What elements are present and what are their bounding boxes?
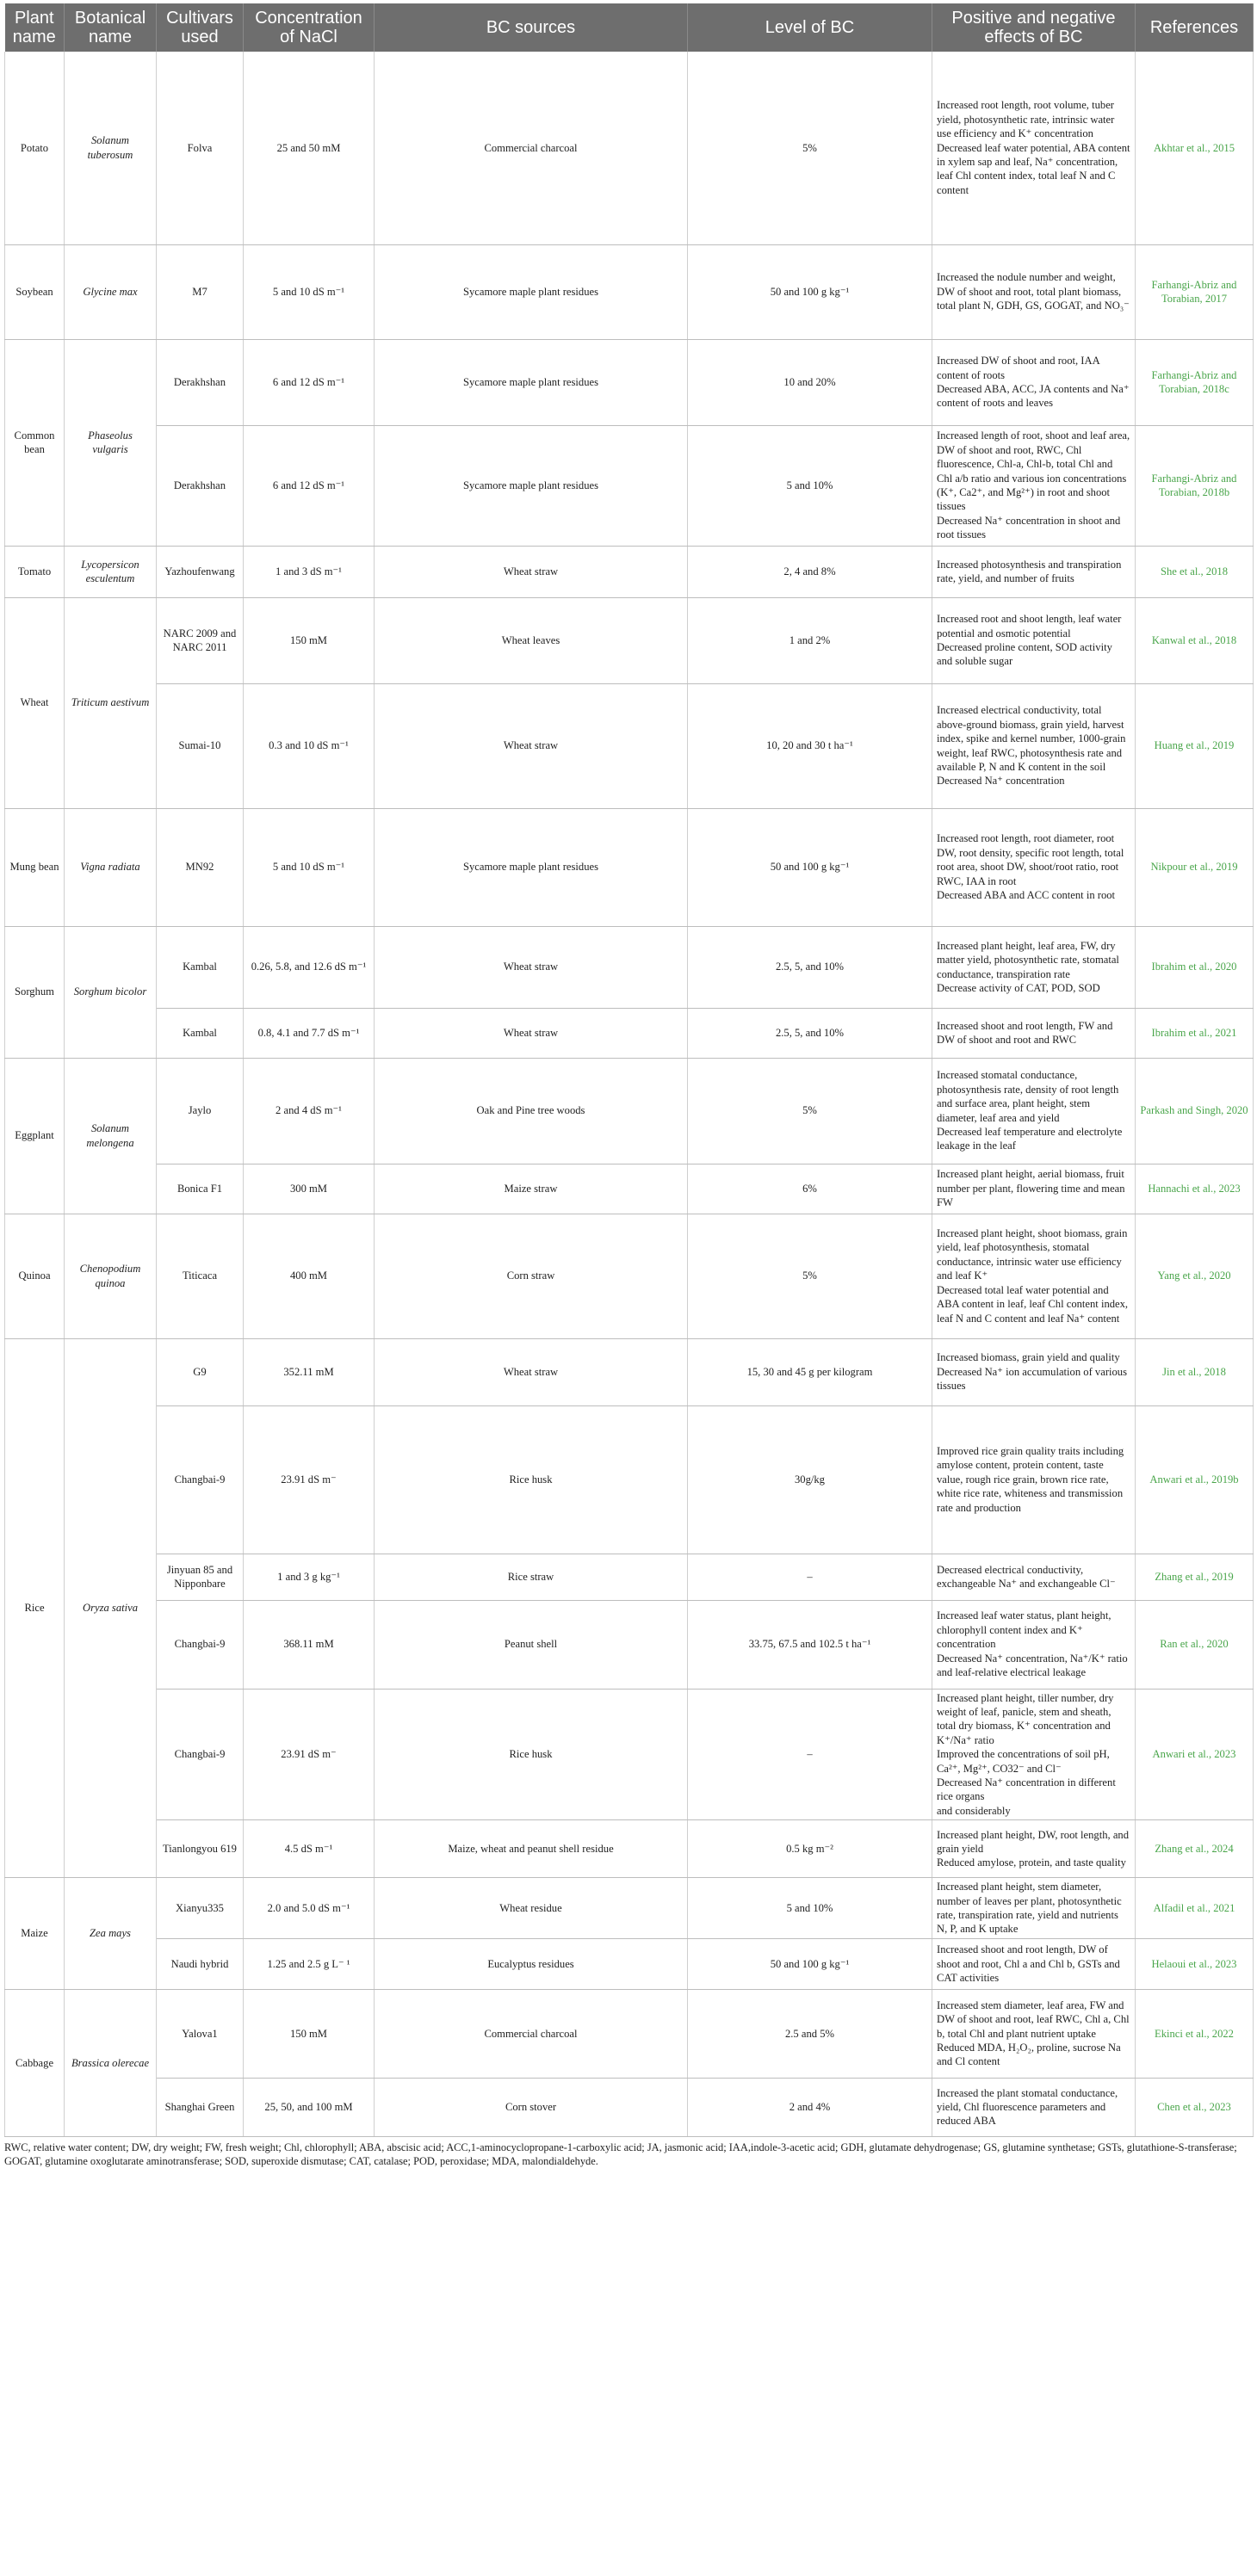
cultivar-cell: M7 <box>157 244 244 339</box>
table-row <box>5 425 1254 546</box>
bc-level-cell: 10 and 20% <box>688 339 932 425</box>
reference-link[interactable]: Akhtar et al., 2015 <box>1136 52 1254 244</box>
concentration-cell: 6 and 12 dS m⁻¹ <box>244 425 375 546</box>
reference-link[interactable]: Kanwal et al., 2018 <box>1136 597 1254 683</box>
effects-cell: Increased electrical conductivity, total above-ground biomass, grain yield, harvest index, spike and kernel number, 1000-grain weight, leaf RWC, photosynthesis rate and available P, N and K content in the soil Decreased Na⁺ concentration <box>932 683 1136 808</box>
bc-source-cell: Sycamore maple plant residues <box>375 244 688 339</box>
table-row <box>5 1820 1254 1878</box>
concentration-cell: 300 mM <box>244 1164 375 1214</box>
botanical-name-cell: Brassica olerecae <box>65 1989 157 2136</box>
cultivar-cell: Tianlongyou 619 <box>157 1820 244 1878</box>
reference-link[interactable]: Helaoui et al., 2023 <box>1136 1938 1254 1989</box>
cultivar-cell: Changbai-9 <box>157 1600 244 1689</box>
bc-source-cell: Wheat residue <box>375 1878 688 1939</box>
reference-link[interactable]: Nikpour et al., 2019 <box>1136 808 1254 926</box>
botanical-name-cell: Phaseolus vulgaris <box>65 339 157 546</box>
botanical-name-cell: Solanum melongena <box>65 1058 157 1214</box>
effects-cell: Increased shoot and root length, DW of shoot and root, Chl a and Chl b, GSTs and CAT activities <box>932 1938 1136 1989</box>
effects-cell: Increased plant height, aerial biomass, fruit number per plant, flowering time and mean FW <box>932 1164 1136 1214</box>
cultivar-cell: Titicaca <box>157 1214 244 1338</box>
cultivar-cell: Shanghai Green <box>157 2078 244 2136</box>
bc-source-cell: Maize straw <box>375 1164 688 1214</box>
table-row <box>5 1405 1254 1554</box>
concentration-cell: 352.11 mM <box>244 1338 375 1405</box>
bc-level-cell: 2, 4 and 8% <box>688 546 932 597</box>
bc-level-cell: 50 and 100 g kg⁻¹ <box>688 808 932 926</box>
header-plant-name: Plant name <box>5 3 65 52</box>
bc-source-cell: Wheat straw <box>375 546 688 597</box>
reference-link[interactable]: Ibrahim et al., 2021 <box>1136 1008 1254 1058</box>
plant-name-cell: Tomato <box>5 546 65 597</box>
header-references: References <box>1136 3 1254 52</box>
effects-cell: Increased root and shoot length, leaf water potential and osmotic potential Decreased proline content, SOD activity and soluble sugar <box>932 597 1136 683</box>
bc-level-cell: 1 and 2% <box>688 597 932 683</box>
concentration-cell: 0.3 and 10 dS m⁻¹ <box>244 683 375 808</box>
concentration-cell: 5 and 10 dS m⁻¹ <box>244 244 375 339</box>
cultivar-cell: Folva <box>157 52 244 244</box>
effects-cell: Increased length of root, shoot and leaf area, DW of shoot and root, RWC, Chl fluorescence, Chl-a, Chl-b, total Chl and Chl a/b ratio and various ion concentrations (K⁺, Ca2⁺, and Mg²⁺) in root and shoot tissues Decreased Na⁺ concentration in shoot and root tissues <box>932 425 1136 546</box>
cultivar-cell: Yazhoufenwang <box>157 546 244 597</box>
header-level-of-bc: Level of BC <box>688 3 932 52</box>
bc-level-cell: 2.5 and 5% <box>688 1989 932 2078</box>
table-row <box>5 1554 1254 1600</box>
table-row <box>5 1164 1254 1214</box>
effects-cell: Increased plant height, tiller number, dry weight of leaf, panicle, stem and sheath, total dry biomass, K⁺ concentration and K⁺/Na⁺ ratio Improved the concentrations of soil pH, Ca²⁺, Mg²⁺, CO32⁻ and Cl⁻ Decreased Na⁺ concentration in different rice organs and considerably <box>932 1689 1136 1820</box>
bc-source-cell: Sycamore maple plant residues <box>375 808 688 926</box>
concentration-cell: 25, 50, and 100 mM <box>244 2078 375 2136</box>
concentration-cell: 2.0 and 5.0 dS m⁻¹ <box>244 1878 375 1939</box>
plant-name-cell: Mung bean <box>5 808 65 926</box>
concentration-cell: 1 and 3 g kg⁻¹ <box>244 1554 375 1600</box>
bc-level-cell: 6% <box>688 1164 932 1214</box>
effects-cell: Increased shoot and root length, FW and DW of shoot and root and RWC <box>932 1008 1136 1058</box>
bc-level-cell: 2.5, 5, and 10% <box>688 1008 932 1058</box>
cultivar-cell: Derakhshan <box>157 425 244 546</box>
cultivar-cell: Kambal <box>157 926 244 1008</box>
bc-level-cell: 5% <box>688 1058 932 1164</box>
bc-level-cell: 5 and 10% <box>688 425 932 546</box>
effects-cell: Increased the plant stomatal conductance, yield, Chl fluorescence parameters and reduced ABA <box>932 2078 1136 2136</box>
botanical-name-cell: Vigna radiata <box>65 808 157 926</box>
header-cultivars-used: Cultivars used <box>157 3 244 52</box>
concentration-cell: 150 mM <box>244 1989 375 2078</box>
table-row <box>5 546 1254 597</box>
bc-source-cell: Commercial charcoal <box>375 1989 688 2078</box>
bc-source-cell: Maize, wheat and peanut shell residue <box>375 1820 688 1878</box>
effects-cell: Decreased electrical conductivity, exchangeable Na⁺ and exchangeable Cl⁻ <box>932 1554 1136 1600</box>
plant-name-cell: Sorghum <box>5 926 65 1058</box>
reference-link[interactable]: Chen et al., 2023 <box>1136 2078 1254 2136</box>
table-row <box>5 1338 1254 1405</box>
botanical-name-cell: Lycopersicon esculentum <box>65 546 157 597</box>
table-row <box>5 926 1254 1008</box>
bc-source-cell: Corn stover <box>375 2078 688 2136</box>
plant-name-cell: Eggplant <box>5 1058 65 1214</box>
bc-source-cell: Sycamore maple plant residues <box>375 339 688 425</box>
table-row <box>5 1938 1254 1989</box>
reference-link[interactable]: Alfadil et al., 2021 <box>1136 1878 1254 1939</box>
effects-cell: Increased plant height, DW, root length, and grain yield Reduced amylose, protein, and taste quality <box>932 1820 1136 1878</box>
cultivar-cell: Sumai-10 <box>157 683 244 808</box>
reference-link[interactable]: Farhangi-Abriz and Torabian, 2018b <box>1136 425 1254 546</box>
concentration-cell: 6 and 12 dS m⁻¹ <box>244 339 375 425</box>
reference-link[interactable]: Anwari et al., 2019b <box>1136 1405 1254 1554</box>
cultivar-cell: Naudi hybrid <box>157 1938 244 1989</box>
cultivar-cell: G9 <box>157 1338 244 1405</box>
header-row <box>5 3 1254 52</box>
bc-source-cell: Wheat straw <box>375 1338 688 1405</box>
bc-level-cell: 2 and 4% <box>688 2078 932 2136</box>
cultivar-cell: Jaylo <box>157 1058 244 1164</box>
reference-link[interactable]: Farhangi-Abriz and Torabian, 2018c <box>1136 339 1254 425</box>
cultivar-cell: Kambal <box>157 1008 244 1058</box>
reference-link[interactable]: Zhang et al., 2019 <box>1136 1554 1254 1600</box>
concentration-cell: 0.8, 4.1 and 7.7 dS m⁻¹ <box>244 1008 375 1058</box>
reference-link[interactable]: Ibrahim et al., 2020 <box>1136 926 1254 1008</box>
table-footnote: RWC, relative water content; DW, dry weight; FW, fresh weight; Chl, chlorophyll; ABA, abscisic acid; ACC,1-aminocyclopropane-1-carboxylic acid; JA, jasmonic acid; IAA,indole-3-acetic acid; GDH, glutamate dehydrogenase; GS, glutamine synthetase; GSTs, glutathione-S-transferase; GOGAT, glutamine oxoglutarate aminotransferase; SOD, superoxide dismutase; CAT, catalase; POD, peroxidase; MDA, malondialdehyde. <box>4 2140 1237 2167</box>
reference-link[interactable]: Yang et al., 2020 <box>1136 1214 1254 1338</box>
effects-cell: Increased DW of shoot and root, IAA content of roots Decreased ABA, ACC, JA contents and Na⁺ content of roots and leaves <box>932 339 1136 425</box>
plant-name-cell: Potato <box>5 52 65 244</box>
bc-source-cell: Wheat straw <box>375 683 688 808</box>
concentration-cell: 400 mM <box>244 1214 375 1338</box>
reference-link[interactable]: Anwari et al., 2023 <box>1136 1689 1254 1820</box>
bc-level-cell: 30g/kg <box>688 1405 932 1554</box>
botanical-name-cell: Glycine max <box>65 244 157 339</box>
bc-level-cell: 5% <box>688 1214 932 1338</box>
bc-level-cell: 50 and 100 g kg⁻¹ <box>688 1938 932 1989</box>
bc-source-cell: Rice husk <box>375 1689 688 1820</box>
effects-cell: Increased leaf water status, plant height, chlorophyll content index and K⁺ concentration Decreased Na⁺ concentration, Na⁺/K⁺ ratio and leaf-relative electrical leakage <box>932 1600 1136 1689</box>
plant-name-cell: Quinoa <box>5 1214 65 1338</box>
bc-level-cell: 0.5 kg m⁻² <box>688 1820 932 1878</box>
concentration-cell: 150 mM <box>244 597 375 683</box>
plant-name-cell: Cabbage <box>5 1989 65 2136</box>
bc-level-cell: – <box>688 1554 932 1600</box>
botanical-name-cell: Triticum aestivum <box>65 597 157 808</box>
effects-cell: Increased root length, root volume, tuber yield, photosynthetic rate, intrinsic water use efficiency and K⁺ concentration Decreased leaf water potential, ABA content in xylem sap and leaf, Na⁺ concentration, leaf Chl content index, total leaf N and C content <box>932 52 1136 244</box>
cultivar-cell: Changbai-9 <box>157 1405 244 1554</box>
bc-level-cell: 2.5, 5, and 10% <box>688 926 932 1008</box>
bc-source-cell: Corn straw <box>375 1214 688 1338</box>
reference-link[interactable]: Jin et al., 2018 <box>1136 1338 1254 1405</box>
bc-source-cell: Rice husk <box>375 1405 688 1554</box>
table-row <box>5 244 1254 339</box>
table-row <box>5 1214 1254 1338</box>
header-botanical-name: Botanical name <box>65 3 157 52</box>
table-row <box>5 1989 1254 2078</box>
table-row <box>5 2078 1254 2136</box>
effects-cell: Increased the nodule number and weight, DW of shoot and root, total plant biomass, total plant N, GDH, GS, GOGAT, and NO₃⁻ <box>932 244 1136 339</box>
cultivar-cell: NARC 2009 and NARC 2011 <box>157 597 244 683</box>
plant-name-cell: Common bean <box>5 339 65 546</box>
cultivar-cell: Derakhshan <box>157 339 244 425</box>
concentration-cell: 368.11 mM <box>244 1600 375 1689</box>
header-effects: Positive and negative effects of BC <box>932 3 1136 52</box>
header-concentration: Concentration of NaCl <box>244 3 375 52</box>
biochar-salinity-table <box>4 3 1254 2137</box>
reference-link[interactable]: Hannachi et al., 2023 <box>1136 1164 1254 1214</box>
reference-link[interactable]: Ekinci et al., 2022 <box>1136 1989 1254 2078</box>
cultivar-cell: Changbai-9 <box>157 1689 244 1820</box>
cultivar-cell: MN92 <box>157 808 244 926</box>
reference-link[interactable]: Ran et al., 2020 <box>1136 1600 1254 1689</box>
cultivar-cell: Bonica F1 <box>157 1164 244 1214</box>
table-row <box>5 1058 1254 1164</box>
bc-source-cell: Wheat straw <box>375 926 688 1008</box>
effects-cell: Increased stomatal conductance, photosynthesis rate, density of root length and surface area, plant height, stem diameter, leaf area and yield Decreased leaf temperature and electrolyte leakage in the leaf <box>932 1058 1136 1164</box>
cultivar-cell: Jinyuan 85 and Nipponbare <box>157 1554 244 1600</box>
effects-cell: Increased photosynthesis and transpiration rate, yield, and number of fruits <box>932 546 1136 597</box>
effects-cell: Improved rice grain quality traits including amylose content, protein content, taste value, rough rice grain, brown rice rate, white rice rate, whiteness and transmission rate and production <box>932 1405 1136 1554</box>
concentration-cell: 23.91 dS m⁻ <box>244 1405 375 1554</box>
bc-level-cell: 33.75, 67.5 and 102.5 t ha⁻¹ <box>688 1600 932 1689</box>
concentration-cell: 4.5 dS m⁻¹ <box>244 1820 375 1878</box>
table-row <box>5 683 1254 808</box>
table-row <box>5 1600 1254 1689</box>
table-row <box>5 1008 1254 1058</box>
bc-level-cell: 5 and 10% <box>688 1878 932 1939</box>
effects-cell: Increased biomass, grain yield and quality Decreased Na⁺ ion accumulation of various tissues <box>932 1338 1136 1405</box>
concentration-cell: 5 and 10 dS m⁻¹ <box>244 808 375 926</box>
plant-name-cell: Soybean <box>5 244 65 339</box>
bc-level-cell: 50 and 100 g kg⁻¹ <box>688 244 932 339</box>
concentration-cell: 1 and 3 dS m⁻¹ <box>244 546 375 597</box>
bc-source-cell: Oak and Pine tree woods <box>375 1058 688 1164</box>
plant-name-cell: Rice <box>5 1338 65 1878</box>
botanical-name-cell: Oryza sativa <box>65 1338 157 1878</box>
reference-link[interactable]: Farhangi-Abriz and Torabian, 2017 <box>1136 244 1254 339</box>
bc-level-cell: – <box>688 1689 932 1820</box>
bc-source-cell: Peanut shell <box>375 1600 688 1689</box>
table-row <box>5 1689 1254 1820</box>
table-body <box>5 52 1254 2136</box>
table-row <box>5 52 1254 244</box>
bc-source-cell: Wheat straw <box>375 1008 688 1058</box>
concentration-cell: 25 and 50 mM <box>244 52 375 244</box>
concentration-cell: 2 and 4 dS m⁻¹ <box>244 1058 375 1164</box>
header-bc-sources: BC sources <box>375 3 688 52</box>
bc-level-cell: 5% <box>688 52 932 244</box>
effects-cell: Increased stem diameter, leaf area, FW and DW of shoot and root, leaf RWC, Chl a, Chl b, total Chl and plant nutrient uptake Reduced MDA, H₂O₂, proline, sucrose Na and Cl content <box>932 1989 1136 2078</box>
reference-link[interactable]: Zhang et al., 2024 <box>1136 1820 1254 1878</box>
effects-cell: Increased plant height, stem diameter, number of leaves per plant, photosynthetic rate, transpiration rate, yield and nutrients N, P, and K uptake <box>932 1878 1136 1939</box>
reference-link[interactable]: She et al., 2018 <box>1136 546 1254 597</box>
table-container <box>4 3 1253 2168</box>
botanical-name-cell: Solanum tuberosum <box>65 52 157 244</box>
bc-source-cell: Wheat leaves <box>375 597 688 683</box>
effects-cell: Increased plant height, shoot biomass, grain yield, leaf photosynthesis, stomatal conductance, intrinsic water use efficiency and leaf K⁺ Decreased total leaf water potential and ABA content in leaf, leaf Chl content index, leaf N and C content and leaf Na⁺ content <box>932 1214 1136 1338</box>
bc-level-cell: 10, 20 and 30 t ha⁻¹ <box>688 683 932 808</box>
effects-cell: Increased root length, root diameter, root DW, root density, specific root length, total root area, shoot DW, shoot/root ratio, root RWC, IAA in root Decreased ABA and ACC content in root <box>932 808 1136 926</box>
plant-name-cell: Maize <box>5 1878 65 1990</box>
bc-source-cell: Commercial charcoal <box>375 52 688 244</box>
table-row <box>5 339 1254 425</box>
concentration-cell: 23.91 dS m⁻ <box>244 1689 375 1820</box>
effects-cell: Increased plant height, leaf area, FW, dry matter yield, photosynthetic rate, stomatal conductance, transpiration rate Decrease activity of CAT, POD, SOD <box>932 926 1136 1008</box>
bc-source-cell: Rice straw <box>375 1554 688 1600</box>
table-row <box>5 808 1254 926</box>
bc-source-cell: Sycamore maple plant residues <box>375 425 688 546</box>
concentration-cell: 0.26, 5.8, and 12.6 dS m⁻¹ <box>244 926 375 1008</box>
botanical-name-cell: Sorghum bicolor <box>65 926 157 1058</box>
bc-level-cell: 15, 30 and 45 g per kilogram <box>688 1338 932 1405</box>
reference-link[interactable]: Huang et al., 2019 <box>1136 683 1254 808</box>
concentration-cell: 1.25 and 2.5 g L⁻ ¹ <box>244 1938 375 1989</box>
cultivar-cell: Yalova1 <box>157 1989 244 2078</box>
cultivar-cell: Xianyu335 <box>157 1878 244 1939</box>
bc-source-cell: Eucalyptus residues <box>375 1938 688 1989</box>
plant-name-cell: Wheat <box>5 597 65 808</box>
reference-link[interactable]: Parkash and Singh, 2020 <box>1136 1058 1254 1164</box>
table-row <box>5 597 1254 683</box>
table-row <box>5 1878 1254 1939</box>
botanical-name-cell: Zea mays <box>65 1878 157 1990</box>
botanical-name-cell: Chenopodium quinoa <box>65 1214 157 1338</box>
